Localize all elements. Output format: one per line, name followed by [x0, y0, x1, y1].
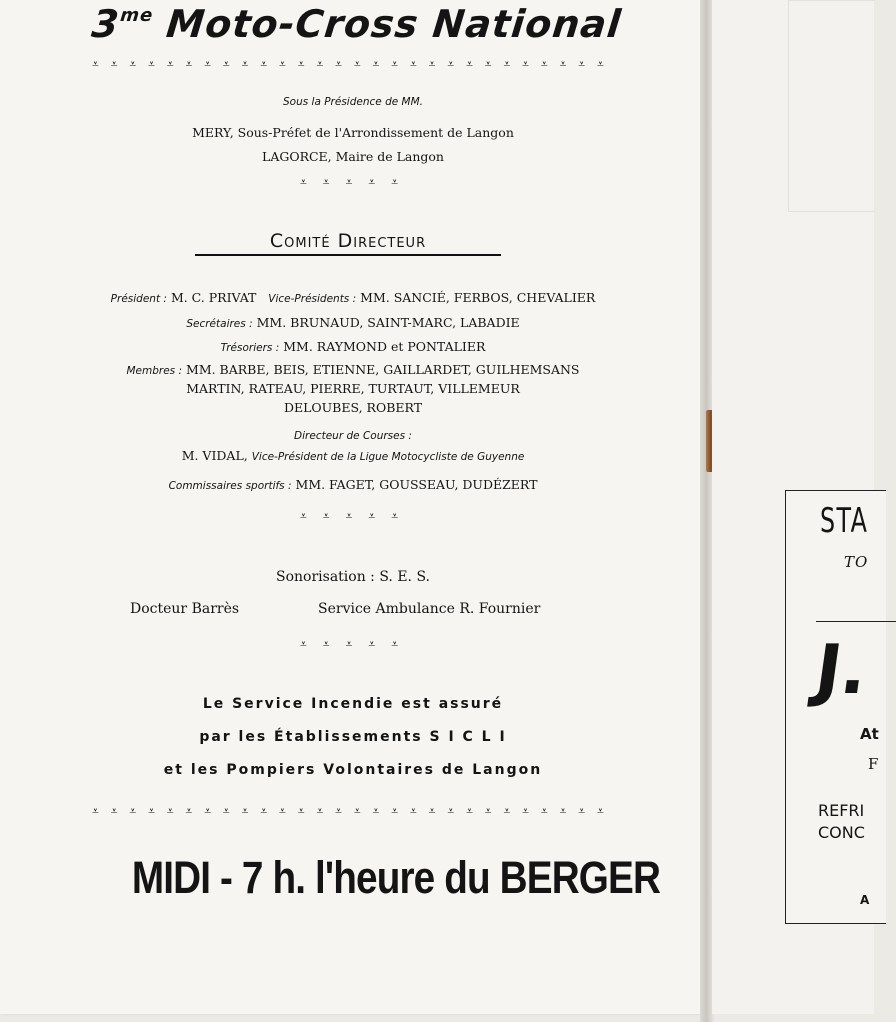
membres-line-2: MARTIN, RATEAU, PIERRE, TURTAUT, VILLEMEUR [186, 381, 520, 396]
title-prefix: 3 [89, 2, 122, 46]
directeur-title: Vice-Président de la Ligue Motocycliste de Guyenne [251, 451, 525, 463]
vice-president-names: MM. SANCIÉ, FERBOS, CHEVALIER [360, 290, 596, 305]
commissaires-names: MM. FAGET, GOUSSEAU, DUDÉZERT [295, 477, 538, 492]
ambulance-text: Service Ambulance R. Fournier [318, 601, 541, 617]
secretaires-row [0, 315, 706, 330]
docteur-text: Docteur Barrès [130, 601, 240, 617]
secretaires-names: MM. BRUNAUD, SAINT-MARC, LABADIE [256, 315, 520, 330]
page-title [89, 2, 624, 46]
president-row [0, 290, 706, 305]
ad-f-text: F [868, 755, 879, 773]
commissaires-label: Commissaires sportifs : [168, 480, 292, 492]
tresoriers-names: MM. RAYMOND et PONTALIER [283, 339, 486, 354]
membres-line-3: DELOUBES, ROBERT [283, 400, 423, 415]
tresoriers-row [0, 339, 706, 354]
footer-advertisement: MIDI - 7 h. l'heure du BERGER [131, 852, 661, 903]
bottom-ornament-border: ⩡ ⩡ ⩡ ⩡ ⩡ ⩡ ⩡ ⩡ ⩡ ⩡ ⩡ ⩡ ⩡ ⩡ ⩡ ⩡ ⩡ ⩡ ⩡ ⩡ ⩡ ⩡ ⩡ ⩡ ⩡ ⩡ ⩡ ⩡ [92, 804, 604, 818]
title-superscript: me [119, 5, 155, 26]
directeur-name: M. VIDAL, [181, 448, 248, 463]
incendie-line-3: et les Pompiers Volontaires de Langon [163, 762, 543, 778]
secretaires-label: Secrétaires : [186, 318, 253, 330]
ad-at-text: At [860, 725, 879, 743]
title-text: Moto-Cross National [164, 2, 624, 46]
commissaires-row [0, 477, 706, 492]
president-label: Président : [110, 293, 167, 305]
incendie-line-1: Le Service Incendie est assuré [202, 696, 504, 712]
presidence-label: Sous la Présidence de MM. [282, 96, 423, 108]
ad-heading: STA [820, 501, 869, 541]
directeur-row [0, 448, 706, 463]
incendie-line-2: par les Établissements S I C L I [199, 729, 507, 745]
president-name: M. C. PRIVAT [170, 290, 257, 305]
presidence-line-2: LAGORCE, Maire de Langon [262, 149, 444, 164]
ornament-divider-2: ⩡ ⩡ ⩡ ⩡ ⩡ [300, 509, 398, 523]
ad-rule [816, 621, 896, 622]
membres-row [0, 362, 706, 377]
presidence-line-1: MERY, Sous-Préfet de l'Arrondissement de Langon [192, 125, 514, 140]
directeur-label: Directeur de Courses : [294, 430, 412, 442]
ornament-divider-3: ⩡ ⩡ ⩡ ⩡ ⩡ [300, 637, 398, 651]
faded-box [788, 0, 875, 212]
ad-refri-text: REFRI [818, 801, 865, 820]
top-ornament-border: ⩡ ⩡ ⩡ ⩡ ⩡ ⩡ ⩡ ⩡ ⩡ ⩡ ⩡ ⩡ ⩡ ⩡ ⩡ ⩡ ⩡ ⩡ ⩡ ⩡ ⩡ ⩡ ⩡ ⩡ ⩡ ⩡ ⩡ ⩡ [92, 57, 604, 71]
ad-conc-text: CONC [818, 823, 865, 842]
tresoriers-label: Trésoriers : [220, 342, 280, 354]
ad-logo-letter: J. [810, 631, 873, 710]
vice-president-label: Vice-Présidents : [268, 293, 357, 305]
membres-line-1: MM. BARBE, BEIS, ETIENNE, GAILLARDET, GUILHEMSANS [186, 362, 580, 377]
comite-heading: Comité Directeur [195, 230, 501, 256]
ornament-divider-1: ⩡ ⩡ ⩡ ⩡ ⩡ [300, 175, 398, 189]
ad-subheading: TO [844, 553, 869, 571]
membres-label: Membres : [126, 365, 183, 377]
right-advertisement-box [785, 490, 886, 924]
ad-a-text: A [860, 893, 872, 907]
sonorisation-line: Sonorisation : S. E. S. [276, 569, 430, 585]
